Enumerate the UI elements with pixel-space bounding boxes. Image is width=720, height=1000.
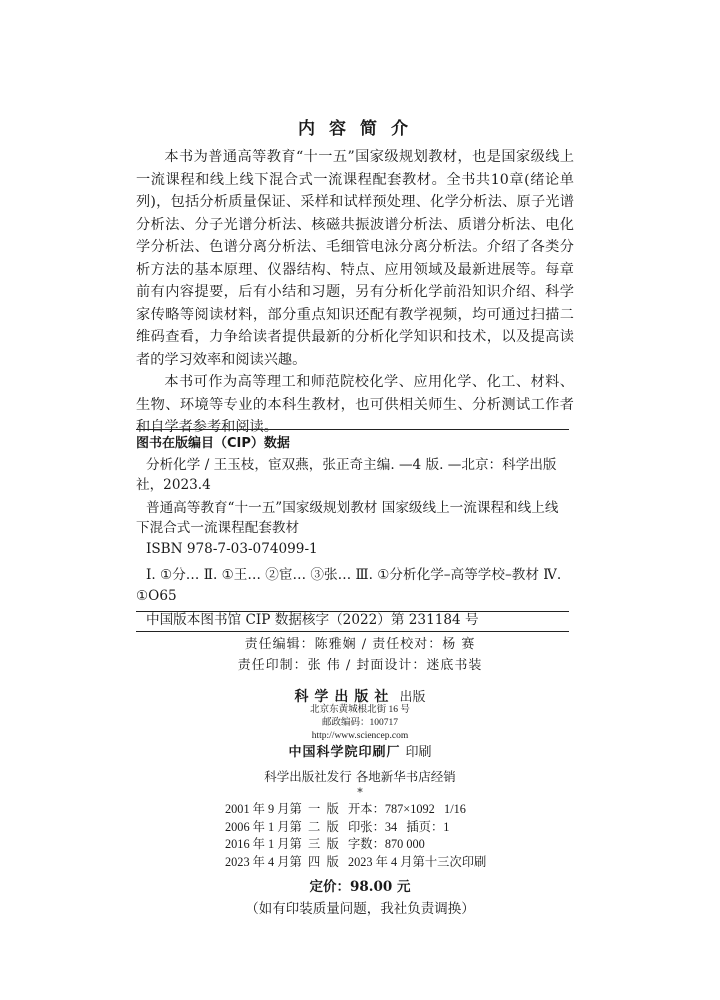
cip-series: 普通高等教育“十一五”国家级规划教材 国家级线上一流课程和线上线下混合式一流课程配套教材 (136, 499, 559, 536)
staff-line-editor: 责任编辑：陈雅娴 / 责任校对：杨 赛 (244, 637, 476, 652)
intro-paragraph: 本书为普通高等教育“十一五”国家级规划教材，也是国家级线上一流课程和线上线下混合式一流课程配套教材。全书共10章(绪论单列)，包括分析质量保证、采样和试样预处理、化学分析法、原子光谱分析法、分子光谱分析法、核磁共振波谱分析法、质谱分析法、电化学分析法、色谱分离分析法、毛细管电泳分离分析法。介绍了各类分析方法的基本原理、仪器结构、特点、应用领域及最新进展等。每章前有内容提要，后有小结和习题，另有分析化学前沿知识介绍、科学家传略等阅读材料，部分重点知识还配有教学视频，均可通过扫描二维码查看，力争给读者提供最新的分析化学知识和技术，以及提高读者的学习效率和阅读兴趣。 (136, 149, 574, 368)
edition-info (225, 801, 525, 871)
edition-line: 2006 年 1 月第 二 版 印张：34 插页：1 (225, 819, 450, 834)
separator-star: * (357, 786, 363, 799)
distribution-line: 科学出版社发行 各地新华书店经销 (264, 769, 456, 784)
quality-notice: （如有印装质量问题，我社负责调换） (245, 901, 475, 917)
page-title: 内容简介 (298, 119, 422, 139)
publisher-website: http://www.sciencep.com (311, 731, 409, 741)
price: 定价：98.00 元 (309, 879, 411, 895)
cip-mid-rule (136, 611, 569, 612)
printer-suffix: 印刷 (405, 745, 432, 760)
edition-line: 2023 年 4 月第 四 版 2023 年 4 月第十三次印刷 (225, 854, 487, 869)
intro-paragraph: 本书可作为高等理工和师范院校化学、应用化学、化工、材料、生物、环境等专业的本科生教材，也可供相关师生、分析测试工作者和自学者参考和阅读。 (136, 374, 574, 435)
printer-line (0, 741, 720, 760)
intro-body (136, 146, 574, 439)
publisher-line (0, 686, 720, 706)
cip-isbn: ISBN 978-7-03-074099-1 (146, 540, 318, 557)
staff-line-printing: 责任印制：张 伟 / 封面设计：迷底书装 (237, 658, 483, 673)
publisher-suffix: 出版 (399, 690, 426, 705)
publisher-postcode: 邮政编码：100717 (321, 718, 398, 728)
edition-line: 2016 年 1 月第 三 版 字数：870 000 (225, 837, 425, 851)
cip-bottom-rule (136, 631, 569, 632)
cip-classification: Ⅰ. ①分… Ⅱ. ①王… ②宦… ③张… Ⅲ. ①分析化学–高等学校–教材 Ⅳ. ①O65 (136, 567, 562, 604)
cip-entry: 分析化学 / 王玉枝，宦双燕，张正奇主编. —4 版. —北京：科学出版社，2023.4 (136, 456, 557, 493)
edition-line: 2001 年 9 月第 一 版 开本：787×1092 1/16 (225, 802, 466, 816)
cip-record-number: 中国版本图书馆 CIP 数据核字（2022）第 231184 号 (146, 612, 479, 628)
cip-block (136, 434, 569, 631)
publisher-address: 北京东黄城根北街 16 号 (310, 705, 410, 715)
publisher-name: 科学出版社 (294, 689, 395, 705)
cip-top-rule (136, 429, 569, 430)
cip-heading: 图书在版编目（CIP）数据 (136, 436, 290, 451)
printer-name: 中国科学院印刷厂 (288, 745, 401, 760)
